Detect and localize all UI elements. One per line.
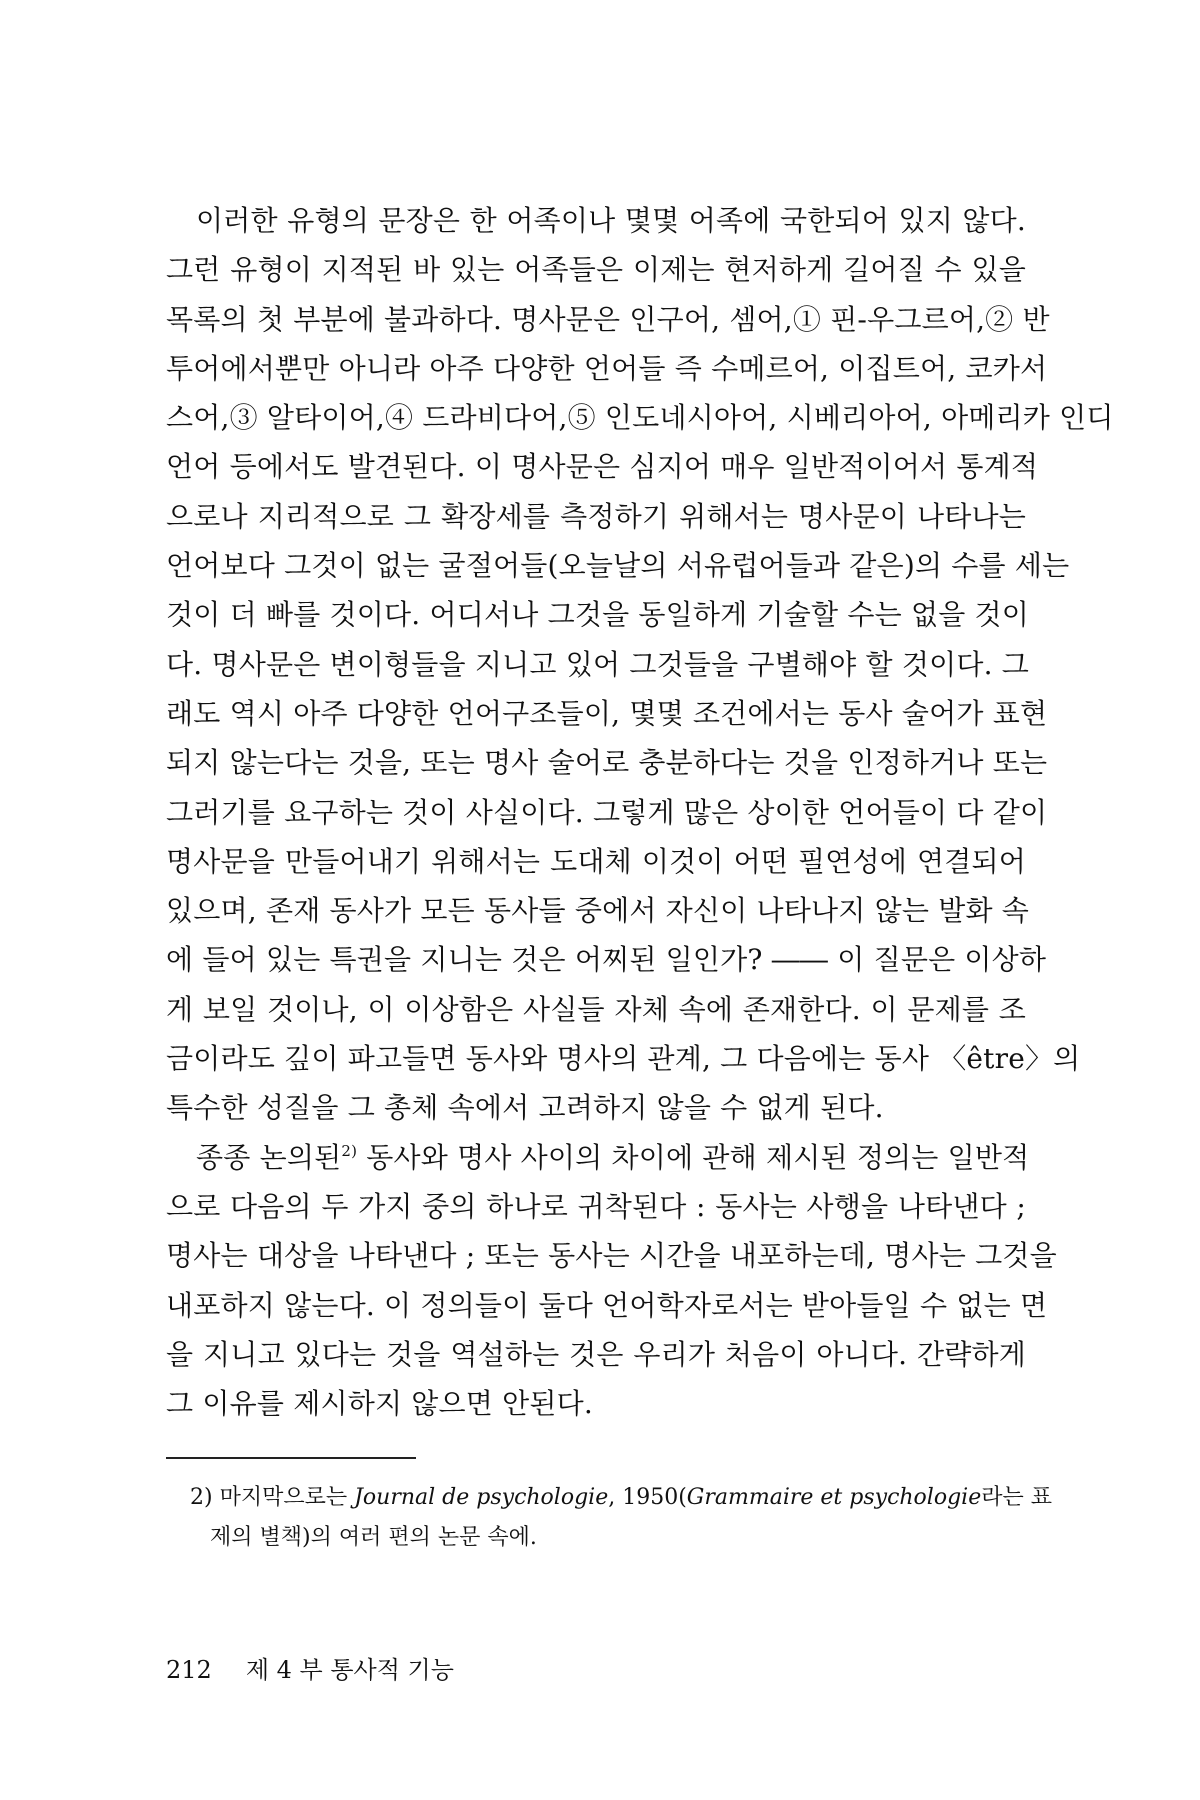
footnote-text: 라는 표 bbox=[981, 1485, 1052, 1510]
paragraph-1 bbox=[166, 196, 1114, 1133]
footnote-marker: 2) bbox=[190, 1485, 213, 1510]
text-line: 언어 등에서도 발견된다. 이 명사문은 심지어 매우 일반적이어서 통계적 bbox=[166, 450, 1039, 484]
body-text bbox=[166, 196, 1114, 1428]
section-title: 제 4 부 통사적 기능 bbox=[245, 1656, 454, 1684]
text-line: 래도 역시 아주 다양한 언어구조들이, 몇몇 조건에서는 동사 술어가 표현 bbox=[166, 696, 1048, 730]
footnote bbox=[190, 1478, 1052, 1558]
text-line: 스어,③ 알타이어,④ 드라비다어,⑤ 인도네시아어, 시베리아어, 아메리카 인디 bbox=[166, 401, 1114, 435]
text-line: 금이라도 깊이 파고들면 동사와 명사의 관계, 그 다음에는 동사 〈être〉의 bbox=[166, 1042, 1081, 1076]
text-line: 그 이유를 제시하지 않으면 안된다. bbox=[166, 1387, 593, 1421]
footnote-reference[interactable]: 2) bbox=[341, 1141, 358, 1160]
text-line: 으로나 지리적으로 그 확장세를 측정하기 위해서는 명사문이 나타나는 bbox=[166, 499, 1026, 533]
text-line: 되지 않는다는 것을, 또는 명사 술어로 충분하다는 것을 인정하거나 또는 bbox=[166, 746, 1048, 780]
footnote-line: 제의 별책)의 여러 편의 논문 속에. bbox=[210, 1525, 537, 1550]
text-line: 명사는 대상을 나타낸다 ; 또는 동사는 시간을 내포하는데, 명사는 그것을 bbox=[166, 1239, 1057, 1273]
text-line: 언어보다 그것이 없는 굴절어들(오늘날의 서유럽어들과 같은)의 수를 세는 bbox=[166, 549, 1070, 583]
text-line: 특수한 성질을 그 총체 속에서 고려하지 않을 수 없게 된다. bbox=[166, 1091, 884, 1125]
text-line: 다. 명사문은 변이형들을 지니고 있어 그것들을 구별해야 할 것이다. 그 bbox=[166, 647, 1030, 681]
journal-title: Journal de psychologie bbox=[354, 1485, 609, 1510]
text-line: 그러기를 요구하는 것이 사실이다. 그렇게 많은 상이한 언어들이 다 같이 bbox=[166, 795, 1048, 829]
paragraph-2 bbox=[166, 1133, 1057, 1429]
footnote-text: 마지막으로는 bbox=[219, 1485, 355, 1510]
text-line: 게 보일 것이나, 이 이상함은 사실들 자체 속에 존재한다. 이 문제를 조 bbox=[166, 992, 1026, 1026]
text-line: 을 지니고 있다는 것을 역설하는 것은 우리가 처음이 아니다. 간략하게 bbox=[166, 1337, 1026, 1371]
page-number: 212 bbox=[166, 1656, 212, 1684]
footnote-text: , 1950( bbox=[608, 1485, 687, 1510]
text-line: 내포하지 않는다. 이 정의들이 둘다 언어학자로서는 받아들일 수 없는 면 bbox=[166, 1288, 1048, 1322]
text-line: 에 들어 있는 특권을 지니는 것은 어찌된 일인가? ―― 이 질문은 이상하 bbox=[166, 943, 1047, 977]
text-segment: 동사와 명사 사이의 차이에 관해 제시된 정의는 일반적 bbox=[357, 1140, 1030, 1174]
footnote-line bbox=[190, 1478, 1052, 1518]
page-footer bbox=[166, 1650, 454, 1685]
text-line bbox=[166, 1133, 1030, 1182]
text-line: 것이 더 빠를 것이다. 어디서나 그것을 동일하게 기술할 수는 없을 것이 bbox=[166, 598, 1030, 632]
footnote-divider bbox=[166, 1457, 416, 1459]
issue-title: Grammaire et psychologie bbox=[686, 1485, 982, 1510]
text-line: 목록의 첫 부분에 불과하다. 명사문은 인구어, 셈어,① 핀-우그르어,② 반 bbox=[166, 302, 1050, 336]
text-line: 그런 유형이 지적된 바 있는 어족들은 이제는 현저하게 길어질 수 있을 bbox=[166, 253, 1026, 287]
text-segment: 종종 논의된 bbox=[196, 1140, 342, 1174]
text-line: 있으며, 존재 동사가 모든 동사들 중에서 자신이 나타나지 않는 발화 속 bbox=[166, 894, 1030, 928]
text-line: 이러한 유형의 문장은 한 어족이나 몇몇 어족에 국한되어 있지 않다. bbox=[196, 204, 1026, 237]
text-line: 으로 다음의 두 가지 중의 하나로 귀착된다 : 동사는 사행을 나타낸다 ; bbox=[166, 1189, 1026, 1223]
text-line: 투어에서뿐만 아니라 아주 다양한 언어들 즉 수메르어, 이집트어, 코카서 bbox=[166, 351, 1048, 385]
text-line: 명사문을 만들어내기 위해서는 도대체 이것이 어떤 필연성에 연결되어 bbox=[166, 844, 1026, 878]
